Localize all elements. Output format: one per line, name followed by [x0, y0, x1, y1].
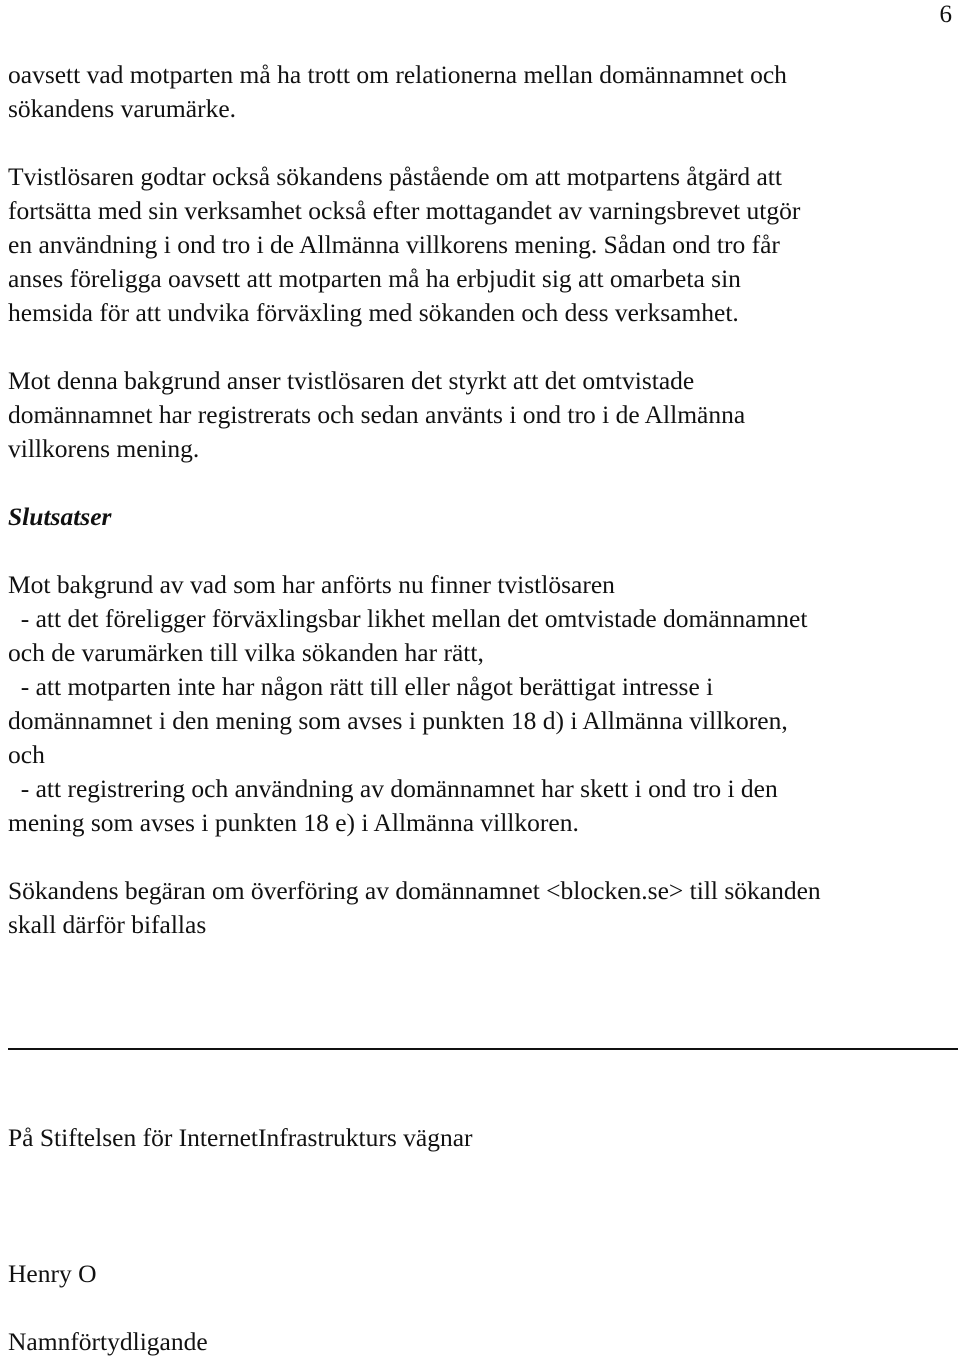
signatory-name: Henry O [8, 1259, 97, 1288]
text-line: fortsätta med sin verksamhet också efter mottagandet av varningsbrevet utgör [8, 196, 801, 225]
on-behalf-text: På Stiftelsen för InternetInfrastrukturs vägnar [8, 1123, 473, 1152]
text-line: domännamnet har registrerats och sedan använts i ond tro i de Allmänna [8, 400, 746, 429]
text-line: - att registrering och användning av domännamnet har skett i ond tro i den [8, 774, 778, 803]
text-line: en användning i ond tro i de Allmänna villkorens mening. Sådan ond tro får [8, 230, 780, 259]
page-number: 6 [939, 1, 952, 28]
text-line: skall därför bifallas [8, 910, 207, 939]
text-line: Mot bakgrund av vad som har anförts nu finner tvistlösaren [8, 570, 615, 599]
text-line: Sökandens begäran om överföring av domännamnet <blocken.se> till sökanden [8, 876, 821, 905]
text-line: - att motparten inte har någon rätt till eller något berättigat intresse i [8, 672, 714, 701]
text-line: domännamnet i den mening som avses i punkten 18 d) i Allmänna villkoren, [8, 706, 788, 735]
text-line: anses föreligga oavsett att motparten må ha erbjudit sig att omarbeta sin [8, 264, 741, 293]
text-line: oavsett vad motparten må ha trott om relationerna mellan domännamnet och [8, 60, 787, 89]
text-line: Tvistlösaren godtar också sökandens påstående om att motpartens åtgärd att [8, 162, 782, 191]
text-line: sökandens varumärke. [8, 94, 237, 123]
text-line: mening som avses i punkten 18 e) i Allmänna villkoren. [8, 808, 579, 837]
text-line: - att det föreligger förväxlingsbar likhet mellan det omtvistade domännamnet [8, 604, 808, 633]
text-line: villkorens mening. [8, 434, 200, 463]
text-line: och [8, 740, 45, 769]
text-line: och de varumärken till vilka sökanden har rätt, [8, 638, 484, 667]
section-heading: Slutsatser [8, 502, 112, 531]
text-line: Mot denna bakgrund anser tvistlösaren det styrkt att det omtvistade [8, 366, 695, 395]
text-line: hemsida för att undvika förväxling med sökanden och dess verksamhet. [8, 298, 739, 327]
divider-line [8, 1048, 958, 1050]
name-clarification-label: Namnförtydligande [8, 1327, 208, 1356]
